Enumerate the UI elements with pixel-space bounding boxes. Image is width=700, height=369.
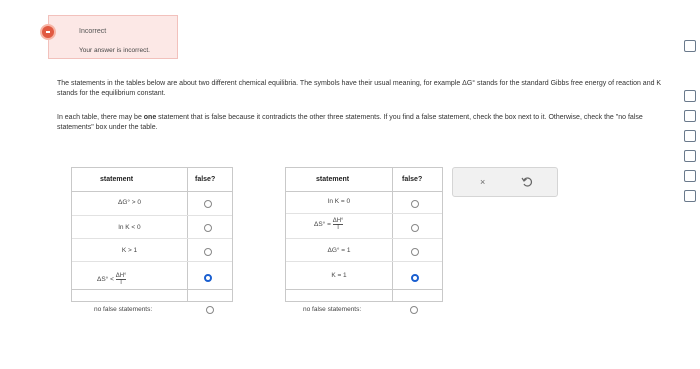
feedback-title: Incorrect bbox=[79, 28, 107, 35]
table1-row-1-radio[interactable] bbox=[204, 200, 212, 208]
table-2 bbox=[285, 167, 443, 302]
intro-text: The statements in the tables below are about two different chemical equilibria. The symbols have their usual meaning, for example ΔG° stands for the standard Gibbs free energy of reaction and K stands for the equilibrium constant. bbox=[57, 80, 662, 97]
table1-row-2-radio[interactable] bbox=[204, 224, 212, 232]
table1-no-false-label: no false statements: bbox=[94, 306, 153, 313]
reference-icon[interactable] bbox=[684, 90, 696, 102]
side-toolbar bbox=[680, 30, 700, 270]
chart-icon[interactable] bbox=[684, 130, 696, 142]
periodic-table-icon[interactable] bbox=[684, 150, 696, 162]
clear-button[interactable]: × bbox=[480, 177, 486, 187]
calculator-icon[interactable] bbox=[684, 40, 696, 52]
table2-row-2-radio[interactable] bbox=[411, 224, 419, 232]
instructions-text: In each table, there may be one statement that is false because it contradicts the other three statements. If you find a false statement, check the box next to it. Otherwise, check the "no false statements" box under the table. bbox=[57, 114, 643, 131]
incorrect-icon bbox=[40, 24, 56, 40]
table2-row-3-radio[interactable] bbox=[411, 248, 419, 256]
table1-row-2-statement: ln K < 0 bbox=[118, 224, 141, 231]
play-icon[interactable] bbox=[684, 110, 696, 122]
undo-icon[interactable] bbox=[521, 176, 533, 188]
table2-row-4-radio[interactable] bbox=[411, 274, 419, 282]
table1-row-3-radio[interactable] bbox=[204, 248, 212, 256]
table-1 bbox=[71, 167, 233, 302]
table2-row-1-radio[interactable] bbox=[411, 200, 419, 208]
feedback-message: Your answer is incorrect. bbox=[79, 47, 150, 54]
table2-row-3-statement: ΔG° = 1 bbox=[327, 247, 351, 254]
chat-icon[interactable] bbox=[684, 190, 696, 202]
table1-row-1-statement: ΔG° > 0 bbox=[117, 199, 142, 206]
table1-no-false-radio[interactable] bbox=[206, 306, 214, 314]
table2-row-1-statement: ln K = 0 bbox=[327, 198, 351, 205]
table2-row-2-statement: ΔS° = $\frac{\Delta H^\circ}{T}$ bbox=[314, 218, 344, 231]
table2-no-false-radio[interactable] bbox=[410, 306, 418, 314]
table1-header-statement: statement bbox=[100, 176, 134, 183]
table2-header-false: false? bbox=[402, 176, 423, 183]
table1-row-4-radio[interactable] bbox=[204, 274, 212, 282]
grid-icon[interactable] bbox=[684, 170, 696, 182]
table1-header-false: false? bbox=[195, 176, 216, 183]
action-tray bbox=[452, 167, 558, 197]
table1-row-4-statement: ΔS° < $\frac{\Delta H^\circ}{T}$ bbox=[97, 273, 127, 286]
table1-row-3-statement: K > 1 bbox=[121, 247, 138, 254]
table2-no-false-label: no false statements: bbox=[303, 306, 362, 313]
table2-header-statement: statement bbox=[316, 176, 350, 183]
table2-row-4-statement: K = 1 bbox=[331, 272, 347, 279]
